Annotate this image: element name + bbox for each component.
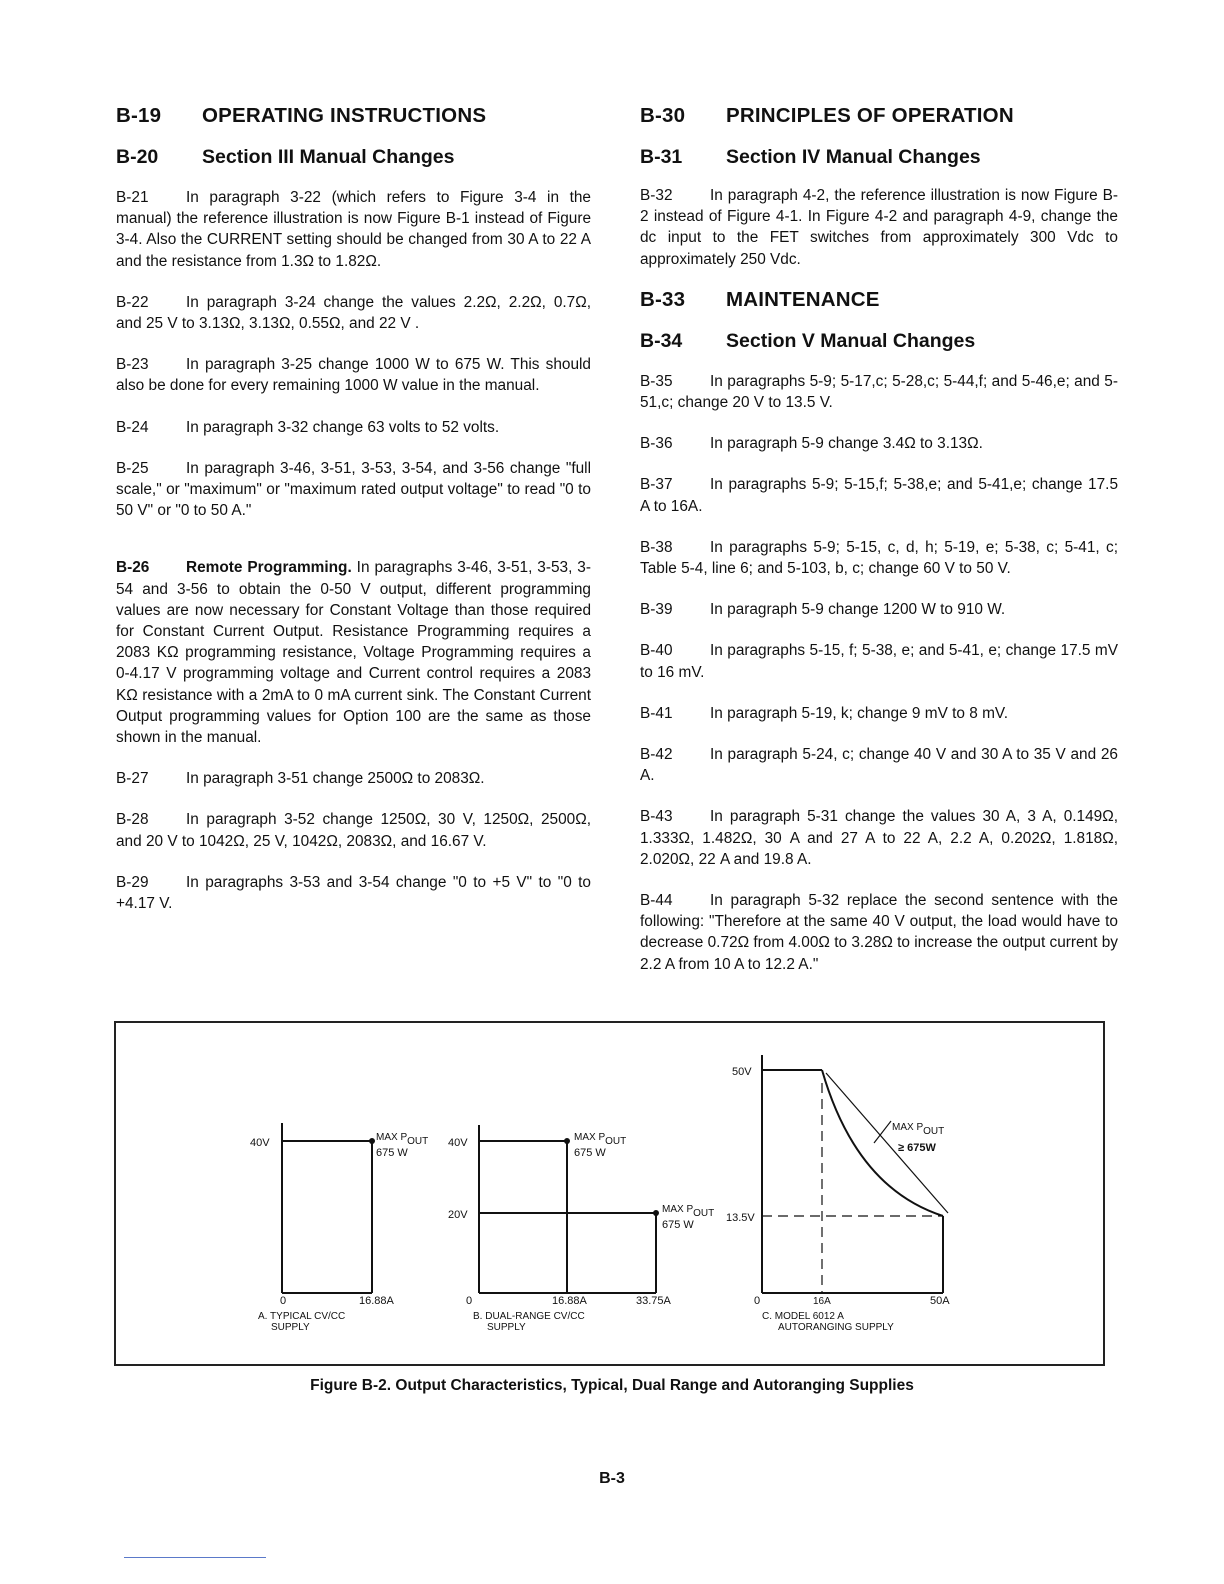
paragraph-b22: [116, 292, 591, 334]
paragraph-b42: [640, 744, 1118, 786]
heading-number: B-34: [640, 329, 683, 352]
figure-diagram: [116, 1023, 1103, 1364]
paragraph-number: B-35: [640, 372, 673, 390]
paragraph-text: In paragraph 5-9 change 1200 W to 910 W.: [710, 601, 1006, 619]
paragraph-number: B-29: [116, 873, 149, 891]
paragraph-b28: [116, 809, 591, 851]
panel-a: [282, 1123, 372, 1293]
paragraph-b41: [640, 703, 1118, 724]
paragraph-text: In paragraph 5-32 replace the second sentence with the following: "Therefore at the same 40 V output, the load would have to decrease 0.72Ω from 4.00Ω to 3.28Ω to increase the output current by 2.2 A from 10 A to 12.2 A.": [640, 892, 1118, 973]
panel-c-max-label: MAX POUT: [892, 1122, 945, 1137]
panel-b-max-label-2: MAX POUT: [662, 1204, 715, 1219]
paragraph-text: In paragraphs 3-46, 3-51, 3-53, 3-54 and 3-56 to obtain the 0-50 V output, different programming values are now necessary for Constant Voltage than those required for Constant Current Output. Resistance Programming requires a 2083 KΩ programming resistance, Voltage Programming requires a 0-4.17 V programming voltage and Current control requires a 2083 KΩ resistance with a 2mA to 0 mA current sink. The Constant Current Output programming values for Option 100 are the same as those shown in the manual.: [116, 559, 591, 747]
panel-c: [762, 1055, 943, 1293]
paragraph-b21: [116, 187, 591, 272]
paragraph-text: In paragraph 3-25 change 1000 W to 675 W. This should also be done for every remaining 1000 W value in the manual.: [116, 356, 591, 395]
paragraph-text: In paragraph 4-2, the reference illustration is now Figure B-2 instead of Figure 4-1. In Figure 4-2 and paragraph 4-9, change the dc input to the FET switches from approximately 300 Vdc to approximately 250 Vdc.: [640, 187, 1118, 268]
panel-c-caption-1: C. MODEL 6012 A: [762, 1311, 844, 1322]
paragraph-text: In paragraph 3-22 (which refers to Figure 3-4 in the manual) the reference illustration is now Figure B-1 instead of Figure 3-4. Also the CURRENT setting should be changed from 30 A to 22 A and the resistance from 1.3Ω to 1.82Ω.: [116, 189, 591, 270]
figure-caption: Figure B-2. Output Characteristics, Typical, Dual Range and Autoranging Supplies: [310, 1377, 914, 1394]
panel-a-current-label: 16.88A: [359, 1295, 394, 1307]
panel-b-zero-label: 0: [466, 1295, 473, 1307]
paragraph-b35: [640, 371, 1118, 413]
paragraph-b26: [116, 557, 591, 748]
paragraph-b40: [640, 640, 1118, 682]
heading-title: OPERATING INSTRUCTIONS: [202, 104, 487, 127]
right-column: [640, 104, 1118, 975]
paragraph-number: B-28: [116, 811, 149, 829]
panel-b-max-dot-2: [653, 1210, 659, 1216]
heading-title: Section III Manual Changes: [202, 146, 455, 168]
paragraph-number: B-36: [640, 435, 673, 453]
panel-c-zero-label: 0: [754, 1295, 761, 1307]
paragraph-text: In paragraph 3-52 change 1250Ω, 30 V, 1250Ω, 2500Ω, and 20 V to 1042Ω, 25 V, 1042Ω, 2083Ω, and 16.67 V.: [116, 811, 591, 850]
panel-c-pointer-line: [874, 1121, 891, 1143]
paragraph-number: B-27: [116, 770, 149, 788]
paragraph-number: B-23: [116, 356, 149, 374]
heading-number: B-19: [116, 104, 162, 127]
paragraph-text: In paragraphs 5-9; 5-15,f; 5-38,e; and 5-41,e; change 17.5 A to 16A.: [640, 476, 1118, 515]
panel-c-guides: [762, 1073, 948, 1293]
paragraph-number: B-39: [640, 601, 673, 619]
panel-c-caption-2: AUTORANGING SUPPLY: [778, 1322, 894, 1333]
heading-title: Section IV Manual Changes: [726, 146, 981, 168]
panel-a-watts-label: 675 W: [376, 1147, 408, 1159]
paragraph-number: B-38: [640, 538, 673, 556]
heading-number: B-31: [640, 146, 683, 168]
paragraph-number: B-42: [640, 746, 673, 764]
panel-b-20v-label: 20V: [448, 1209, 468, 1221]
paragraph-text: In paragraph 3-24 change the values 2.2Ω, 2.2Ω, 0.7Ω, and 25 V to 3.13Ω, 3.13Ω, 0.55Ω, and 22 V .: [116, 293, 591, 333]
heading-b31: [640, 146, 1118, 169]
paragraph-text: In paragraph 5-24, c; change 40 V and 30 A to 35 V and 26 A.: [640, 746, 1118, 785]
heading-title: PRINCIPLES OF OPERATION: [726, 104, 1014, 127]
panel-c-135v-label: 13.5V: [726, 1212, 755, 1224]
panel-c-current-label-1: 16A: [813, 1296, 831, 1307]
heading-b19: [116, 104, 591, 128]
panel-a-40v-label: 40V: [250, 1137, 270, 1149]
heading-number: B-20: [116, 146, 159, 168]
paragraph-number: B-22: [116, 293, 149, 311]
panel-a-zero-label: 0: [280, 1295, 287, 1307]
paragraph-b25: [116, 458, 591, 522]
panel-c-50v-label: 50V: [732, 1066, 752, 1078]
paragraph-number: B-44: [640, 892, 673, 910]
panel-b-current-label-1: 16.88A: [552, 1295, 587, 1307]
heading-title: MAINTENANCE: [726, 287, 880, 311]
paragraph-number: B-43: [640, 808, 673, 826]
paragraph-text: In paragraph 5-19, k; change 9 mV to 8 mV.: [710, 704, 1009, 722]
paragraph-b44: [640, 890, 1118, 975]
paragraph-text: In paragraphs 5-9; 5-17,c; 5-28,c; 5-44,f; and 5-46,e; and 5-51,c; change 20 V to 13.5 V.: [640, 372, 1118, 412]
left-column: [116, 104, 591, 914]
panel-a-max-label: MAX POUT: [376, 1132, 429, 1147]
panel-b-40v-label: 40V: [448, 1137, 468, 1149]
panel-b-max-dot-1: [564, 1138, 570, 1144]
paragraph-number: B-32: [640, 187, 673, 204]
paragraph-number: B-26: [116, 559, 150, 577]
panel-a-max-dot: [369, 1138, 375, 1144]
figure-frame: [114, 1021, 1105, 1366]
panel-b-current-label-2: 33.75A: [636, 1295, 671, 1307]
panel-a-caption-1: A. TYPICAL CV/CC: [258, 1311, 346, 1322]
paragraph-b37: [640, 474, 1118, 516]
panel-b-max-label-1: MAX POUT: [574, 1132, 627, 1147]
panel-a-caption-2: SUPPLY: [271, 1322, 310, 1333]
paragraph-number: B-25: [116, 459, 149, 477]
paragraph-number: B-24: [116, 418, 149, 436]
paragraph-text: In paragraph 3-46, 3-51, 3-53, 3-54, and 3-56 change "full scale," or "maximum" or "maximum rated output voltage" to read "0 to 50 V" or "0 to 50 A.": [116, 459, 591, 520]
paragraph-number: B-37: [640, 476, 673, 494]
paragraph-b43: [640, 806, 1118, 870]
paragraph-b27: [116, 768, 591, 789]
panel-b-caption-2: SUPPLY: [487, 1322, 526, 1333]
footer-rule: [124, 1557, 266, 1558]
paragraph-b23: [116, 354, 591, 396]
paragraph-number: B-21: [116, 189, 149, 206]
paragraph-b36: [640, 433, 1118, 454]
paragraph-text: In paragraph 3-51 change 2500Ω to 2083Ω.: [186, 770, 485, 788]
paragraph-text: In paragraph 5-31 change the values 30 A, 3 A, 0.149Ω, 1.333Ω, 1.482Ω, 30 A and 27 A to 22 A, 2.2 A, 0.202Ω, 1.818Ω, 2.020Ω, 22 A and 19.8 A.: [640, 808, 1118, 868]
paragraph-b29: [116, 872, 591, 914]
paragraph-text: In paragraphs 5-9; 5-15, c, d, h; 5-19, e; 5-38, c; 5-41, c; Table 5-4, line 6; and 5-103, b, c; change 60 V to 50 V.: [640, 538, 1118, 578]
heading-number: B-30: [640, 104, 686, 127]
paragraph-text: In paragraphs 3-53 and 3-54 change "0 to +5 V" to "0 to +4.17 V.: [116, 873, 591, 913]
heading-b30: [640, 104, 1118, 128]
heading-title: Section V Manual Changes: [726, 329, 976, 352]
heading-b33: [640, 288, 1118, 312]
panel-c-watts-label: ≥ 675W: [898, 1142, 936, 1154]
paragraph-b38: [640, 537, 1118, 579]
panel-c-current-label-2: 50A: [930, 1295, 950, 1307]
paragraph-number: B-40: [640, 642, 673, 660]
paragraph-title: Remote Programming.: [186, 559, 352, 577]
paragraph-b32: [640, 185, 1118, 270]
panel-b-caption-1: B. DUAL-RANGE CV/CC: [473, 1311, 585, 1322]
page-number: B-3: [599, 1470, 625, 1487]
panel-b-watts-label-2: 675 W: [662, 1219, 694, 1231]
paragraph-text: In paragraphs 5-15, f; 5-38, e; and 5-41, e; change 17.5 mV to 16 mV.: [640, 642, 1118, 681]
paragraph-text: In paragraph 5-9 change 3.4Ω to 3.13Ω.: [710, 435, 983, 453]
heading-number: B-33: [640, 287, 686, 311]
paragraph-number: B-41: [640, 704, 673, 722]
panel-b-watts-label-1: 675 W: [574, 1147, 606, 1159]
heading-b20: [116, 146, 591, 169]
paragraph-text: In paragraph 3-32 change 63 volts to 52 volts.: [186, 418, 500, 436]
panel-b: [479, 1125, 656, 1293]
heading-b34: [640, 330, 1118, 353]
paragraph-b24: [116, 417, 591, 438]
paragraph-b39: [640, 599, 1118, 620]
